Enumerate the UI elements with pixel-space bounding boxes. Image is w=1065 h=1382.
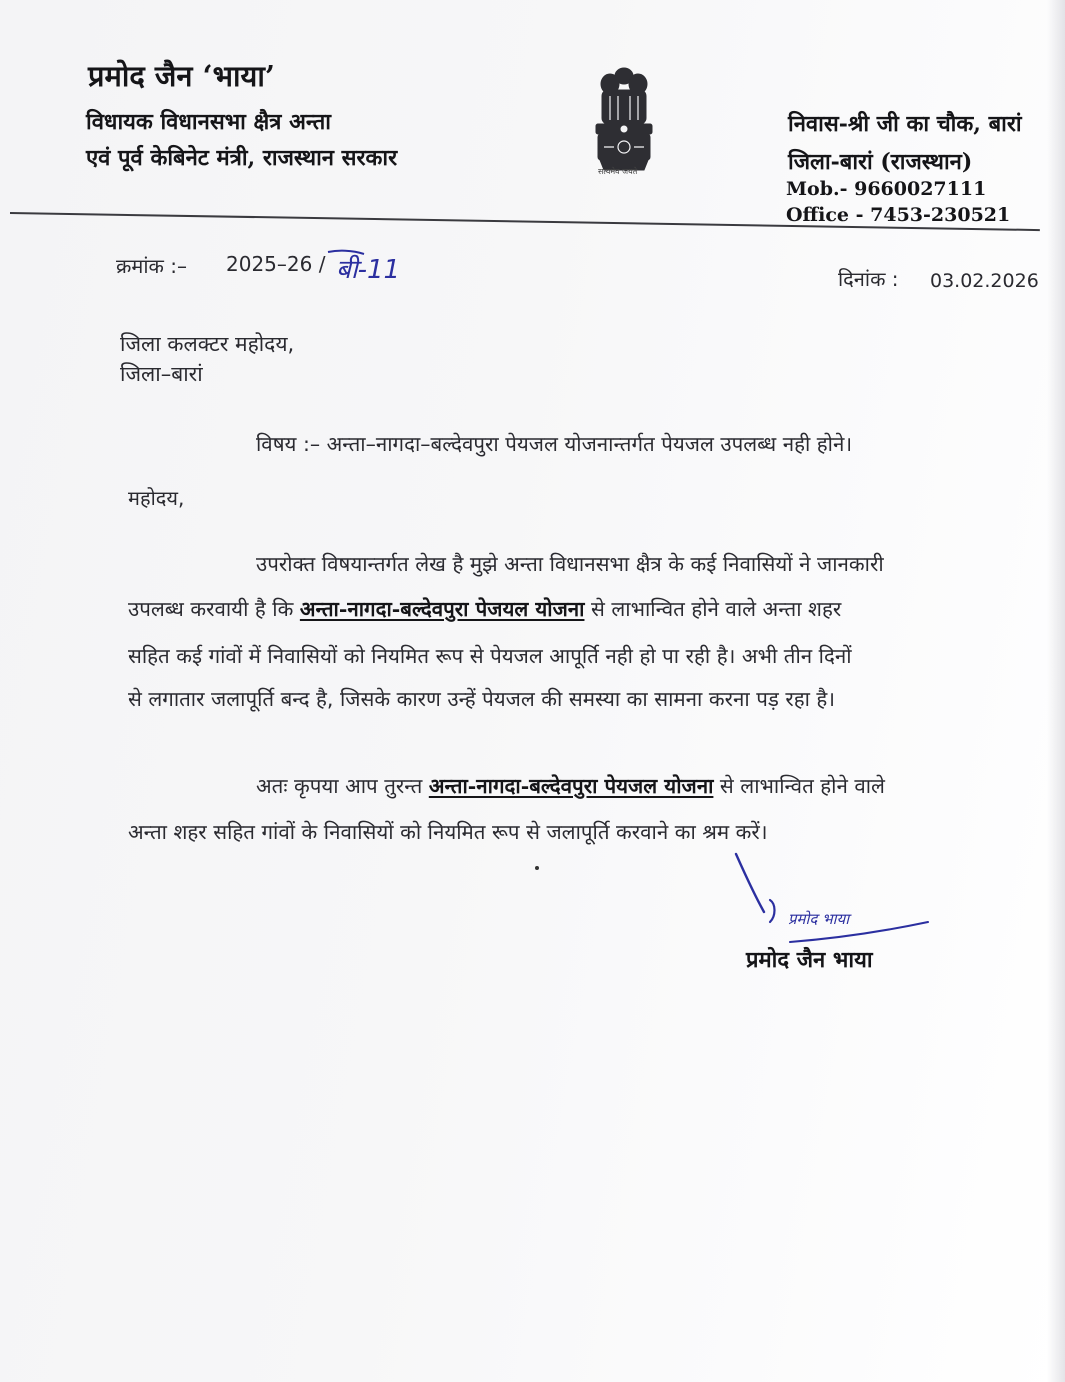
salutation: महोदय, <box>128 486 185 510</box>
letterhead-name: प्रमोद जैन ‘भाया’ <box>88 59 275 93</box>
paragraph-1-line-4: से लगातार जलापूर्ति बन्द है, जिसके कारण उन्हें पेयजल की समस्या का सामना करना पड़ रहा है। <box>128 687 836 711</box>
letterhead-residence: निवास-श्री जी का चौक, बारां <box>788 111 1022 137</box>
handwritten-signature <box>730 850 940 950</box>
emblem-motto: सत्यमेव जयते <box>598 167 638 176</box>
letterhead-district: जिला-बारां (राजस्थान) <box>788 149 973 175</box>
paragraph-1-line-2-suffix: से लाभान्वित होने वाले अन्ता शहर <box>584 597 842 621</box>
paragraph-1-line-3: सहित कई गांवों में निवासियों को नियमित रूप से पेयजल आपूर्ति नही हो पा रही है। अभी तीन दिनों <box>128 644 852 668</box>
addressee-line-2: जिला–बारां <box>120 362 203 386</box>
scheme-name-highlight-2: अन्ता-नागदा-बल्देवपुरा पेयजल योजना <box>428 774 714 798</box>
handwritten-signature-text: प्रमोद भाया <box>788 910 850 928</box>
letterhead-office-phone: Office - 7453-230521 <box>786 204 1011 226</box>
paragraph-2-line-1-prefix: अतः कृपया आप तुरन्त <box>256 774 429 798</box>
letterhead-designation: विधायक विधानसभा क्षैत्र अन्ता <box>86 109 331 135</box>
paragraph-1-line-2 <box>128 595 841 623</box>
paragraph-2-line-2: अन्ता शहर सहित गांवों के निवासियों को नियमित रूप से जलापूर्ति करवाने का श्रम करें। <box>128 820 768 844</box>
paragraph-1-line-2-prefix: उपलब्ध करवायी है कि <box>128 597 300 621</box>
paragraph-2-line-1 <box>256 772 885 800</box>
page-edge-shadow <box>1047 0 1065 1382</box>
date-value: 03.02.2026 <box>930 270 1039 292</box>
scheme-name-highlight-1: अन्ता-नागदा-बल्देवपुरा पेजयल योजना <box>299 597 585 621</box>
letterhead-mobile: Mob.- 9660027111 <box>786 178 987 200</box>
subject-line: विषय :– अन्ता–नागदा–बल्देवपुरा पेयजल योजनान्तर्गत पेयजल उपलब्ध नही होने। <box>256 432 853 456</box>
date-label: दिनांक : <box>838 267 899 291</box>
reference-label: क्रमांक :– <box>116 254 187 278</box>
stray-ink-dot <box>535 866 539 870</box>
ashoka-emblem-icon <box>584 62 664 180</box>
paragraph-2-line-1-suffix: से लाभान्वित होने वाले <box>713 774 885 798</box>
handwritten-reference-text: बी-11 <box>336 255 401 285</box>
signatory-name: प्रमोद जैन भाया <box>746 947 873 973</box>
reference-number: 2025–26 / <box>226 252 326 276</box>
paragraph-1-line-1: उपरोक्त विषयान्तर्गत लेख है मुझे अन्ता विधानसभा क्षैत्र के कई निवासियों ने जानकारी <box>256 552 884 576</box>
handwritten-reference-suffix <box>318 246 418 292</box>
addressee-line-1: जिला कलक्टर महोदय, <box>120 332 295 356</box>
letterhead-former-post: एवं पूर्व केबिनेट मंत्री, राजस्थान सरकार <box>86 145 398 171</box>
